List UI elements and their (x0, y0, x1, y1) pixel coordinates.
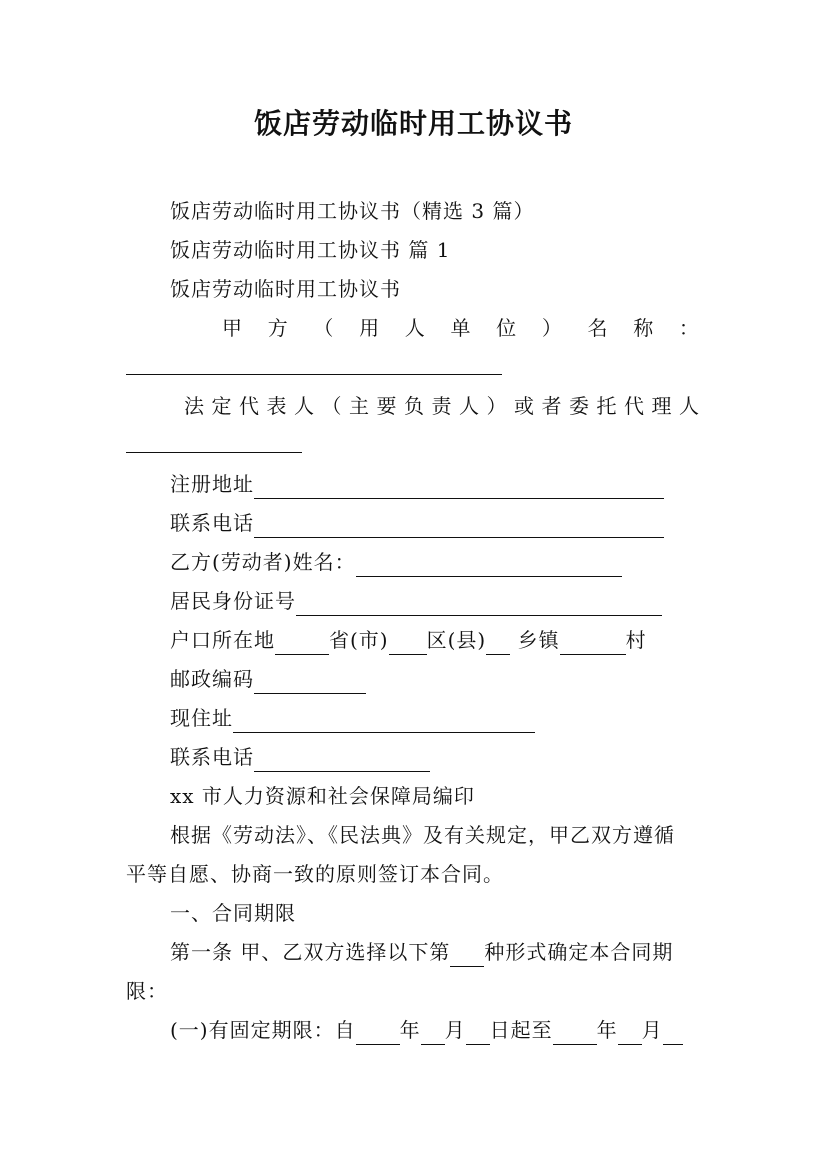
reg-address-line (170, 469, 710, 499)
printed-by: xx 市人力资源和社会保障局编印 (170, 784, 475, 808)
spread-char: 人 (679, 394, 700, 418)
spread-char: 定 (211, 394, 233, 418)
party-b-name-label: 乙方(劳动者)姓名： (170, 550, 356, 574)
hukou-village-label: 村 (625, 628, 647, 652)
legal-rep-text (126, 391, 700, 421)
party-a-name-blank[interactable] (126, 373, 502, 375)
subtitle-part1: 饭店劳动临时用工协议书 篇 1 (170, 238, 451, 262)
legal-rep-label (126, 391, 700, 421)
postcode-line (170, 664, 710, 694)
hukou-town-blank[interactable] (486, 632, 510, 655)
start-day-label: 日起至 (489, 1018, 553, 1042)
article1-pre: 第一条 甲、乙双方选择以下第 (170, 940, 451, 964)
start-month-blank[interactable] (421, 1022, 445, 1045)
spread-char: （ (321, 394, 343, 418)
basis-line-1: 根据《劳动法》、《民法典》及有关规定，甲乙双方遵循 (170, 823, 675, 847)
spread-char: 或 (514, 394, 535, 418)
current-address-blank[interactable] (233, 710, 535, 733)
spread-char: 甲 (222, 316, 243, 340)
spread-char: 托 (596, 394, 618, 418)
phone2-blank[interactable] (254, 749, 430, 772)
spread-char: 人 (404, 316, 426, 340)
fixed-term-pre: (一)有固定期限：自 (170, 1018, 356, 1042)
end-month-blank[interactable] (618, 1022, 642, 1045)
spread-char: ） (486, 394, 508, 418)
spread-char: 称 (633, 316, 655, 340)
current-address-line (170, 703, 710, 733)
spread-char: 负 (404, 394, 425, 418)
spread-char: 名 (587, 316, 609, 340)
party-b-name-blank[interactable] (356, 554, 622, 577)
spread-char: 表 (266, 394, 288, 418)
article1-line1 (170, 937, 710, 967)
party-b-line (170, 547, 710, 577)
phone2-label: 联系电话 (170, 745, 254, 769)
phone-blank[interactable] (254, 515, 664, 538)
spread-char: 代 (624, 394, 645, 418)
section-contract-term: 一、合同期限 (170, 901, 296, 925)
spread-char: 位 (496, 316, 518, 340)
phone2-line (170, 742, 710, 772)
party-a-name-label (126, 313, 700, 343)
spread-char: 委 (569, 394, 590, 418)
postcode-blank[interactable] (254, 671, 366, 694)
current-address-label: 现住址 (170, 706, 233, 730)
party-a-name-text (126, 313, 700, 343)
hukou-province-blank[interactable] (275, 632, 329, 655)
subtitle-heading: 饭店劳动临时用工协议书 (170, 277, 401, 301)
spread-char: （ (313, 316, 335, 340)
subtitle-selected: 饭店劳动临时用工协议书（精选 3 篇） (170, 199, 535, 223)
hukou-district-label: 区(县) (426, 628, 487, 652)
start-day-blank[interactable] (466, 1022, 490, 1045)
spread-char: 责 (431, 394, 453, 418)
article1-form-blank[interactable] (450, 944, 484, 967)
spread-char: 代 (239, 394, 260, 418)
id-no-label: 居民身份证号 (170, 589, 296, 613)
reg-address-blank[interactable] (254, 476, 664, 499)
spread-char: 单 (450, 316, 472, 340)
spread-char: 要 (376, 394, 398, 418)
phone-label: 联系电话 (170, 511, 254, 535)
phone-line (170, 508, 710, 538)
hukou-label: 户口所在地 (170, 628, 275, 652)
end-month-label: 月 (641, 1018, 663, 1042)
spread-char: 用 (359, 316, 381, 340)
spread-char: 者 (541, 394, 563, 418)
hukou-town-label: 乡镇 (517, 628, 560, 652)
id-no-line (170, 586, 710, 616)
spread-char: 方 (267, 316, 289, 340)
spread-char: ： (678, 316, 700, 340)
basis-line-2: 平等自愿、协商一致的原则签订本合同。 (126, 862, 504, 886)
spread-char: 主 (349, 394, 370, 418)
id-no-blank[interactable] (296, 593, 662, 616)
hukou-line (170, 625, 710, 655)
article1-post: 种形式确定本合同期 (484, 940, 674, 964)
end-year-label: 年 (596, 1018, 618, 1042)
reg-address-label: 注册地址 (170, 472, 254, 496)
legal-rep-blank[interactable] (126, 451, 302, 453)
hukou-village-blank[interactable] (560, 632, 626, 655)
start-month-label: 月 (444, 1018, 466, 1042)
spread-char: 法 (184, 394, 205, 418)
spread-char: 人 (294, 394, 315, 418)
hukou-district-blank[interactable] (389, 632, 427, 655)
end-year-blank[interactable] (553, 1022, 597, 1045)
postcode-label: 邮政编码 (170, 667, 254, 691)
start-year-label: 年 (399, 1018, 421, 1042)
hukou-province-label: 省(市) (329, 628, 389, 652)
article1-line2: 限： (126, 979, 168, 1003)
document-title: 饭店劳动临时用工协议书 (253, 107, 573, 140)
start-year-blank[interactable] (356, 1022, 400, 1045)
spread-char: ） (541, 316, 563, 340)
fixed-term-line (170, 1015, 730, 1045)
end-day-blank[interactable] (663, 1022, 683, 1045)
spread-char: 人 (459, 394, 480, 418)
spread-char: 理 (651, 394, 673, 418)
